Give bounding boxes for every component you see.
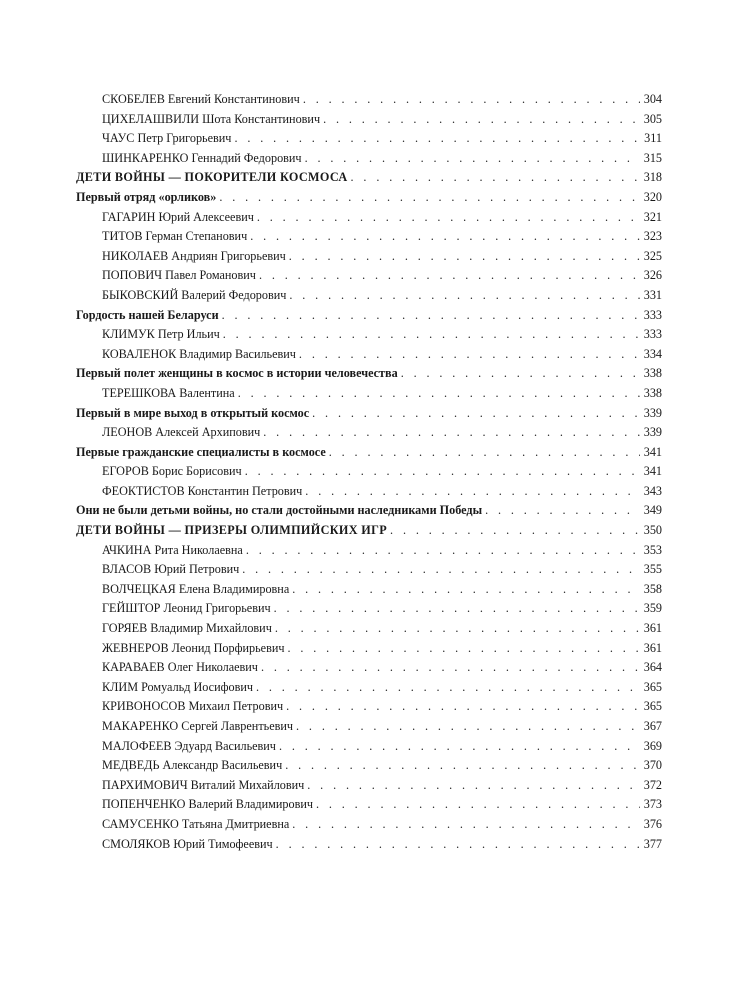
toc-entry: [76, 149, 662, 169]
toc-page-number: 305: [643, 111, 662, 126]
dot-leader: [312, 404, 640, 424]
toc-entry: [76, 90, 662, 110]
toc-page-number: 331: [643, 287, 662, 302]
dot-leader: [242, 560, 639, 580]
toc-entry-title: АЧКИНА Рита Николаевна: [102, 542, 243, 557]
toc-entry-title: ЧАУС Петр Григорьевич: [102, 131, 232, 146]
toc-entry-title: МАКАРЕНКО Сергей Лаврентьевич: [102, 719, 294, 733]
toc-entry: [76, 737, 662, 757]
toc-entry: [76, 462, 662, 482]
toc-entry-title: КРИВОНОСОВ Михаил Петрович: [102, 699, 284, 714]
toc-entry: [76, 580, 662, 600]
dot-leader: [274, 599, 640, 619]
toc-entry-title: ЖЕВНЕРОВ Леонид Порфирьевич: [102, 640, 285, 655]
toc-entry: [76, 325, 662, 345]
toc-entry-title: МАЛОФЕЕВ Эдуард Васильевич: [102, 738, 276, 753]
toc-subsection-heading: [76, 188, 662, 208]
dot-leader: [316, 795, 640, 815]
toc-entry-title: ДЕТИ ВОЙНЫ — ПРИЗЕРЫ ОЛИМПИЙСКИХ ИГР: [76, 523, 388, 538]
toc-entry-title: ФЕОКТИСТОВ Константин Петрович: [102, 483, 303, 498]
toc-page-number: 353: [643, 542, 662, 557]
toc-entry: [76, 110, 662, 130]
dot-leader: [329, 443, 640, 463]
toc-page-number: 349: [643, 503, 662, 518]
toc-page-number: 326: [643, 268, 662, 283]
dot-leader: [276, 835, 640, 855]
toc-page-number: 333: [643, 327, 662, 342]
toc-section-heading: [76, 521, 662, 541]
dot-leader: [259, 266, 640, 286]
toc-entry-title: ДЕТИ ВОЙНЫ — ПОКОРИТЕЛИ КОСМОСА: [76, 170, 348, 185]
toc-page-number: 334: [643, 346, 662, 361]
toc-entry: [76, 560, 662, 580]
dot-leader: [305, 482, 639, 502]
toc-page-number: 361: [643, 640, 662, 655]
toc-page-number: 377: [643, 836, 662, 851]
toc-page-number: 372: [643, 777, 662, 792]
toc-page-number: 318: [643, 170, 662, 185]
toc-page-number: 341: [643, 444, 662, 459]
toc-page-number: 355: [643, 562, 662, 577]
toc-subsection-heading: [76, 306, 662, 326]
toc-page-number: 364: [643, 660, 662, 675]
toc-entry-title: ШИНКАРЕНКО Геннадий Федорович: [102, 150, 302, 165]
dot-leader: [351, 168, 640, 188]
toc-entry: [76, 717, 662, 737]
toc-page-number: 339: [643, 405, 662, 420]
toc-page-number: 373: [643, 797, 662, 812]
dot-leader: [222, 306, 640, 326]
toc-section-heading: [76, 168, 662, 188]
dot-leader: [238, 384, 640, 404]
toc-entry: [76, 678, 662, 698]
dot-leader: [289, 286, 639, 306]
toc-page-number: 367: [643, 719, 662, 733]
dot-leader: [288, 639, 640, 659]
toc-entry-title: МЕДВЕДЬ Александр Васильевич: [102, 758, 283, 773]
toc-subsection-heading: [76, 364, 662, 384]
toc-subsection-heading: [76, 443, 662, 463]
dot-leader: [285, 756, 640, 776]
toc-page-number: 350: [643, 523, 662, 538]
toc-entry: [76, 384, 662, 404]
toc-entry: [76, 345, 662, 365]
dot-leader: [245, 462, 640, 482]
toc-entry: [76, 619, 662, 639]
dot-leader: [257, 208, 640, 228]
dot-leader: [390, 521, 640, 541]
toc-entry: [76, 482, 662, 502]
toc-entry: [76, 776, 662, 796]
toc-entry-title: Гордость нашей Беларуси: [76, 307, 219, 322]
toc-entry-title: КАРАВАЕВ Олег Николаевич: [102, 660, 258, 675]
dot-leader: [299, 345, 640, 365]
dot-leader: [223, 325, 640, 345]
toc-entry-title: Первый в мире выход в открытый космос: [76, 405, 310, 420]
toc-entry: [76, 658, 662, 678]
toc-entry: [76, 639, 662, 659]
toc-entry-title: КОВАЛЕНОК Владимир Васильевич: [102, 346, 296, 361]
toc-entry-title: Первые гражданские специалисты в космосе: [76, 444, 326, 459]
toc-page-number: 369: [643, 738, 662, 753]
toc-entry-title: СМОЛЯКОВ Юрий Тимофеевич: [102, 836, 273, 851]
toc-page-number: 338: [643, 366, 662, 381]
dot-leader: [246, 541, 640, 561]
toc-entry: [76, 795, 662, 815]
dot-leader: [305, 149, 640, 169]
toc-entry: [76, 208, 662, 228]
dot-leader: [292, 580, 639, 600]
toc-entry-title: БЫКОВСКИЙ Валерий Федорович: [102, 287, 287, 302]
dot-leader: [323, 110, 640, 130]
toc-page-number: 358: [643, 581, 662, 596]
toc-entry-title: ТИТОВ Герман Степанович: [102, 229, 248, 244]
toc-entry-title: ПОПОВИЧ Павел Романович: [102, 268, 256, 283]
toc-entry-title: ЛЕОНОВ Алексей Архипович: [102, 425, 261, 440]
toc-entry-title: ПОПЕНЧЕНКО Валерий Владимирович: [102, 797, 313, 812]
toc-entry: [76, 286, 662, 306]
dot-leader: [289, 247, 640, 267]
toc-entry: [76, 756, 662, 776]
toc-entry-title: ПАРХИМОВИЧ Виталий Михайлович: [102, 777, 305, 792]
toc-page-number: 311: [644, 131, 662, 146]
toc-entry-title: Первый полет женщины в космос в истории человечества: [76, 366, 398, 381]
dot-leader: [303, 90, 640, 110]
toc-entry-title: ГАГАРИН Юрий Алексеевич: [102, 209, 254, 224]
toc-page-number: 304: [643, 92, 662, 106]
toc-page-number: 365: [643, 679, 662, 694]
dot-leader: [286, 697, 640, 717]
toc-entry: [76, 129, 662, 149]
toc-entry: [76, 247, 662, 267]
toc-page-number: 361: [643, 621, 662, 636]
toc-entry-title: КЛИМ Ромуальд Иосифович: [102, 679, 253, 694]
toc-entry-title: СКОБЕЛЕВ Евгений Константинович: [102, 92, 300, 106]
toc-page-number: 343: [643, 483, 662, 498]
toc-entry-title: ЕГОРОВ Борис Борисович: [102, 464, 242, 479]
dot-leader: [307, 776, 639, 796]
toc-entry: [76, 266, 662, 286]
toc-entry-title: ТЕРЕШКОВА Валентина: [102, 385, 235, 400]
dot-leader: [256, 678, 640, 698]
dot-leader: [275, 619, 640, 639]
toc-entry-title: НИКОЛАЕВ Андриян Григорьевич: [102, 248, 286, 263]
toc-entry: [76, 599, 662, 619]
toc-subsection-heading: [76, 501, 662, 521]
toc-entry-title: Они не были детьми войны, но стали достойными наследниками Победы: [76, 503, 483, 518]
toc-page-number: 321: [643, 209, 662, 224]
dot-leader: [292, 815, 639, 835]
toc-page-number: 323: [643, 229, 662, 244]
toc-page-number: 320: [643, 189, 662, 204]
toc-page-number: 370: [643, 758, 662, 773]
dot-leader: [485, 501, 640, 521]
toc-entry-title: КЛИМУК Петр Ильич: [102, 327, 220, 342]
dot-leader: [296, 717, 640, 737]
dot-leader: [263, 423, 639, 443]
dot-leader: [261, 658, 640, 678]
toc-entry-title: ВЛАСОВ Юрий Петрович: [102, 562, 240, 577]
toc-entry: [76, 227, 662, 247]
dot-leader: [219, 188, 639, 208]
toc-page-number: 365: [643, 699, 662, 714]
toc-entry-title: Первый отряд «орликов»: [76, 189, 217, 204]
toc-entry: [76, 541, 662, 561]
toc-page-number: 376: [643, 816, 662, 831]
toc-page-number: 338: [643, 385, 662, 400]
toc-entry: [76, 697, 662, 717]
toc-entry-title: ВОЛЧЕЦКАЯ Елена Владимировна: [102, 581, 290, 596]
dot-leader: [279, 737, 640, 757]
dot-leader: [250, 227, 640, 247]
toc-entry-title: ГЕЙШТОР Леонид Григорьевич: [102, 601, 271, 616]
dot-leader: [234, 129, 640, 149]
toc-entry-title: ГОРЯЕВ Владимир Михайлович: [102, 621, 272, 636]
toc-page-number: 333: [643, 307, 662, 322]
toc-page-number: 341: [643, 464, 662, 479]
dot-leader: [401, 364, 640, 384]
toc-entry: [76, 423, 662, 443]
toc-page-number: 359: [643, 601, 662, 616]
toc-page-number: 339: [643, 425, 662, 440]
toc-entry: [76, 815, 662, 835]
toc-page-number: 315: [643, 150, 662, 165]
table-of-contents: [76, 90, 662, 854]
toc-entry-title: ЦИХЕЛАШВИЛИ Шота Константинович: [102, 111, 321, 126]
toc-page-number: 325: [643, 248, 662, 263]
toc-subsection-heading: [76, 404, 662, 424]
toc-entry: [76, 835, 662, 855]
toc-entry-title: САМУСЕНКО Татьяна Дмитриевна: [102, 816, 290, 831]
